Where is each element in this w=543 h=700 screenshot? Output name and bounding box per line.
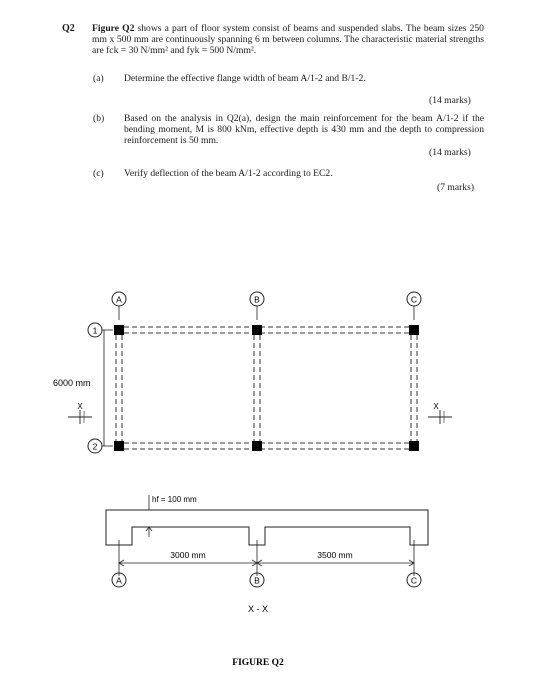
grid-bubble-b-top	[250, 292, 264, 306]
span-ab-label: 3000 mm	[170, 550, 206, 560]
span-bc-label: 3500 mm	[317, 550, 353, 560]
part-a-text: Determine the effective flange width of beam A/1-2 and B/1-2.	[124, 73, 366, 84]
svg-text:X: X	[433, 402, 439, 411]
intro-text: shows a part of floor system consist of beams and suspended slabs. The beam sizes 250 mm x 500 mm are continuously spanning 6 m between columns. The characteristic material strengths are fck = 30 N/mm² and fyk = 500 N/mm².	[92, 23, 484, 56]
part-c-label: (c)	[93, 168, 104, 179]
svg-text:2: 2	[92, 441, 98, 452]
part-b-marks: (14 marks)	[429, 147, 471, 158]
svg-text:A: A	[116, 294, 122, 305]
hf-label: hf = 100 mm	[152, 495, 197, 504]
dimension-6000-label: 6000 mm	[53, 378, 91, 388]
part-a-label: (a)	[93, 73, 104, 84]
figure-ref: Figure Q2	[92, 23, 135, 34]
grid-bubble-c-top	[407, 292, 421, 306]
section-profile	[106, 510, 428, 545]
part-b-label: (b)	[93, 113, 105, 124]
svg-text:C: C	[410, 294, 418, 305]
grid-bubble-2	[88, 439, 102, 453]
grid-bubble-b-bottom	[250, 573, 264, 587]
part-c-text: Verify deflection of the beam A/1-2 according to EC2.	[124, 168, 333, 179]
part-a-marks: (14 marks)	[429, 95, 471, 106]
svg-text:C: C	[410, 575, 418, 586]
plan-columns	[114, 325, 419, 451]
grid-bubble-c-bottom	[407, 573, 421, 587]
grid-bubble-a-bottom	[112, 573, 126, 587]
section-mark-left	[68, 402, 92, 424]
part-b-text: Based on the analysis in Q2(a), design the main reinforcement for the beam A/1-2 if the bending moment, M is 800 kNm, effective depth is 430 mm and the depth to compression reinforcement is 50 mm.	[124, 113, 484, 146]
svg-text:1: 1	[92, 325, 98, 336]
section-title: X - X	[247, 604, 269, 614]
grid-bubble-1	[88, 323, 102, 337]
svg-text:B: B	[254, 294, 260, 305]
svg-text:A: A	[116, 575, 122, 586]
part-c-marks: (7 marks)	[437, 182, 475, 193]
grid-bubble-a-top	[112, 292, 126, 306]
section-mark-right	[428, 402, 452, 424]
question-number: Q2	[62, 23, 75, 34]
plan-beams	[116, 327, 417, 449]
svg-text:B: B	[254, 575, 260, 586]
figure-caption: FIGURE Q2	[232, 658, 284, 668]
svg-text:X: X	[77, 402, 83, 411]
